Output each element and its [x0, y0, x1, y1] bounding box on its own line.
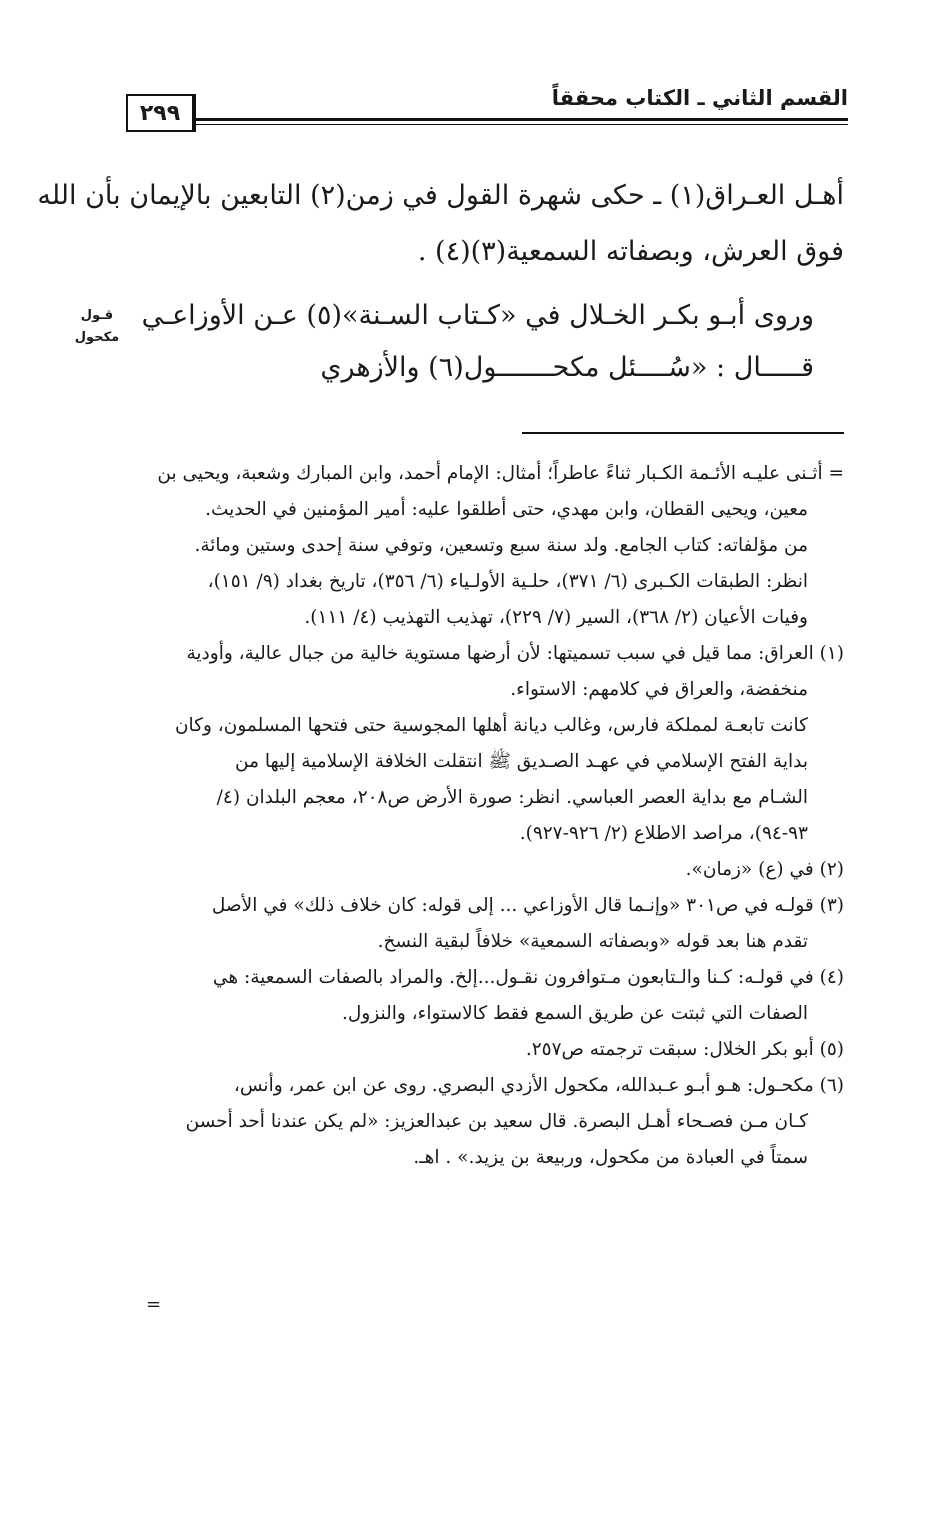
footnote-1-line: ٩٣-٩٤)، مراصد الاطلاع (٢/ ٩٢٦-٩٢٧).: [519, 823, 808, 844]
footnote-1: (١) العراق: مما قيل في سبب تسميتها: لأن أرضها مستوية خالية من جبال عالية، وأودية: [186, 643, 844, 664]
running-header-title: القسم الثاني ـ الكتاب محققاً: [551, 86, 848, 110]
body-line-4: قـــــال : «سُــــئل مكحـــــــول(٦) والأزهري: [320, 352, 814, 383]
page-number-box: ٢٩٩: [126, 94, 196, 132]
footnote-continuation-line: وفيات الأعيان (٢/ ٣٦٨)، السير (٧/ ٢٢٩)، تهذيب التهذيب (٤/ ١١١).: [304, 607, 808, 628]
footnote-separator: [522, 432, 844, 434]
footnote-1-line: بداية الفتح الإسلامي في عهـد الصـديق ﷺ انتقلت الخلافة الإسلامية إليها من: [234, 751, 808, 772]
footnote-6-line: كـان مـن فصـحاء أهـل البصرة. قال سعيد بن عبدالعزيز: «لم يكن عندنا أحد أحسن: [185, 1111, 808, 1132]
footnote-4-line: الصفات التي ثبتت عن طريق السمع فقط كالاستواء، والنزول.: [342, 1003, 808, 1024]
footnote-continuation-line: معين، ويحيى القطان، وابن مهدي، حتى أطلقوا عليه: أمير المؤمنين في الحديث.: [205, 499, 808, 520]
header-rule: [196, 118, 848, 121]
footnote-1-line: الشـام مع بداية العصر العباسي. انظر: صورة الأرض ص٢٠٨، معجم البلدان (٤/: [216, 787, 808, 808]
continued-mark: =: [146, 1294, 162, 1315]
footnotes-block: [130, 456, 844, 1176]
footnote-continuation-line: من مؤلفاته: كتاب الجامع. ولد سنة سبع وتسعين، وتوفي سنة إحدى وستين ومائة.: [194, 535, 808, 556]
margin-note-makhul: مكحول: [74, 330, 120, 345]
footnote-1-line: منخفضة، والعراق في كلامهم: الاستواء.: [510, 679, 808, 700]
footnote-6-line: سمتاً في العبادة من مكحول، وربيعة بن يزيد.» . اهـ.: [413, 1147, 808, 1168]
footnote-continuation-line: = أثـنى عليـه الأئـمة الكـبار ثناءً عاطراً؛ أمثال: الإمام أحمد، وابن المبارك وشعبة، ويحيى بن: [157, 463, 844, 484]
body-line-1: أهـل العـراق(١) ـ حكى شهرة القول في زمن(٢) التابعين بالإيمان بأن الله: [37, 180, 844, 211]
body-line-2: فوق العرش، وبصفاته السمعية(٣)(٤) .: [417, 236, 844, 267]
footnote-5: (٥) أبو بكر الخلال: سبقت ترجمته ص٢٥٧.: [525, 1039, 844, 1060]
header-rule-thin: [196, 124, 848, 125]
footnote-1-line: كانت تابعـة لمملكة فارس، وغالب ديانة أهلها المجوسية حتى فتحها المسلمون، وكان: [174, 715, 808, 736]
footnote-3: (٣) قولـه في ص٣٠١ «وإنـما قال الأوزاعي ... إلى قوله: كان خلاف ذلك» في الأصل: [211, 895, 844, 916]
footnote-3-line: تقدم هنا بعد قوله «وبصفاته السمعية» خلافاً لبقية النسخ.: [377, 931, 808, 952]
footnote-2: (٢) في (ع) «زمان».: [685, 859, 844, 880]
margin-note-qawl: قـول: [80, 308, 114, 323]
body-line-3: وروى أبـو بكـر الخـلال في «كـتاب السـنة»(٥) عـن الأوزاعـي: [141, 300, 814, 331]
footnote-continuation-line: انظر: الطبقات الكـبرى (٦/ ٣٧١)، حلـية الأولـياء (٦/ ٣٥٦)، تاريخ بغداد (٩/ ١٥١)،: [207, 571, 808, 592]
footnote-6: (٦) مكحـول: هـو أبـو عـبدالله، مكحول الأزدي البصري. روى عن ابن عمر، وأنس،: [233, 1075, 844, 1096]
footnote-4: (٤) في قولـه: كـنا والـتابعون مـتوافرون نقـول...إلخ. والمراد بالصفات السمعية: هي: [212, 967, 844, 988]
